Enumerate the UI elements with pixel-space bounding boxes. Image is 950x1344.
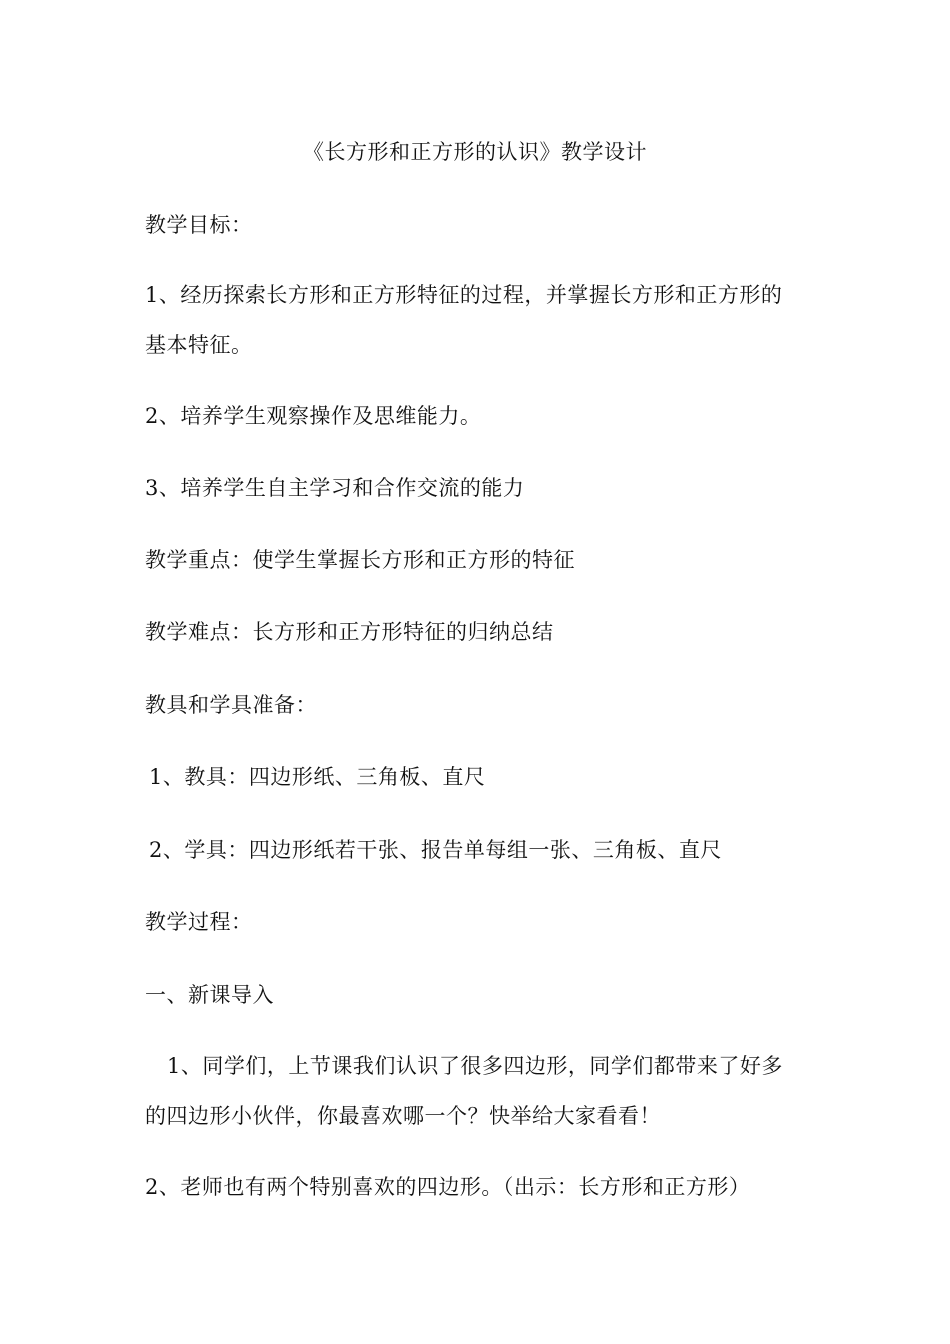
process-heading: 教学过程：	[145, 910, 253, 934]
material-2: 2、学具：四边形纸若干张、报告单每组一张、三角板、直尺	[149, 838, 722, 862]
section-1-heading: 一、新课导入	[145, 983, 274, 1007]
objective-2: 2、培养学生观察操作及思维能力。	[145, 404, 482, 428]
step-1-line-1: 1、同学们，上节课我们认识了很多四边形，同学们都带来了好多	[167, 1054, 783, 1078]
objective-1-line-1: 1、经历探索长方形和正方形特征的过程，并掌握长方形和正方形的	[145, 283, 783, 307]
objectives-heading: 教学目标：	[145, 213, 253, 237]
materials-heading: 教具和学具准备：	[145, 693, 317, 717]
step-2: 2、老师也有两个特别喜欢的四边形。（出示：长方形和正方形）	[145, 1175, 751, 1199]
document-title: 《长方形和正方形的认识》教学设计	[303, 140, 647, 164]
difficult-point: 教学难点：长方形和正方形特征的归纳总结	[145, 620, 554, 644]
objective-3: 3、培养学生自主学习和合作交流的能力	[145, 476, 525, 500]
step-1-line-2: 的四边形小伙伴，你最喜欢哪一个？快举给大家看看！	[145, 1104, 661, 1128]
key-point: 教学重点：使学生掌握长方形和正方形的特征	[145, 548, 575, 572]
material-1: 1、教具：四边形纸、三角板、直尺	[149, 765, 486, 789]
objective-1-line-2: 基本特征。	[145, 333, 253, 357]
